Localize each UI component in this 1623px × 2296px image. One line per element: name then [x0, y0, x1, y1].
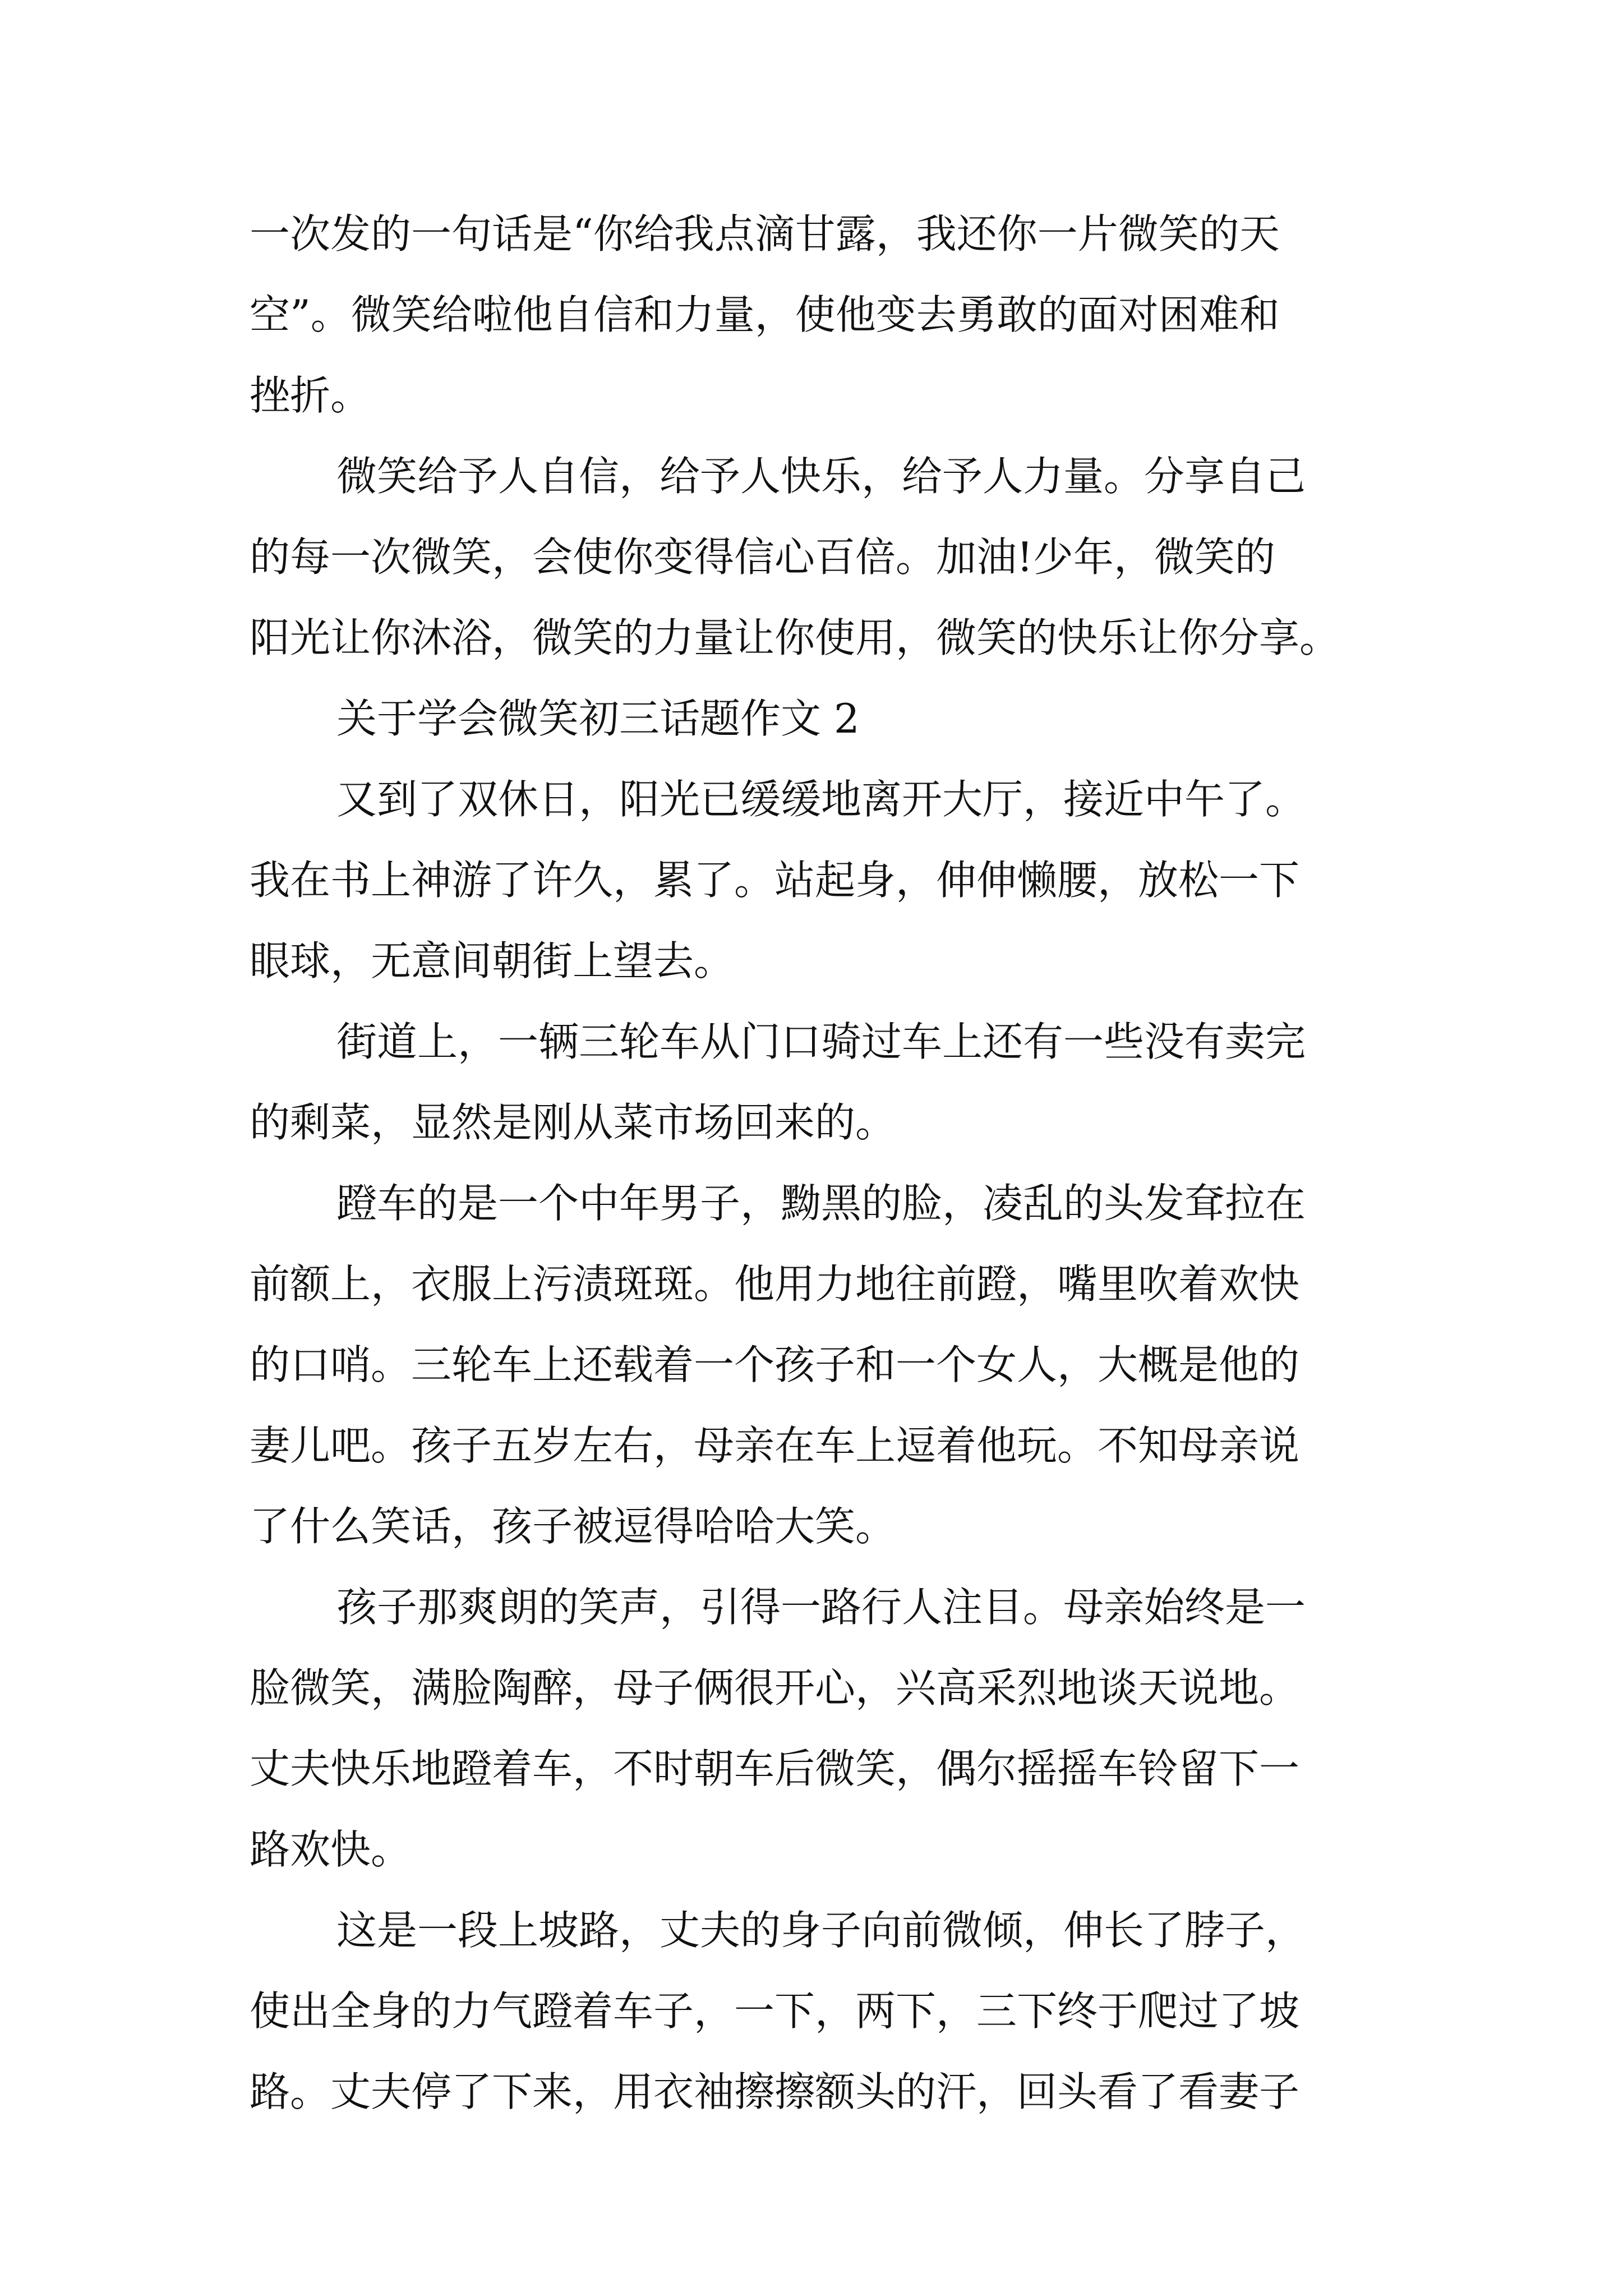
text-line: 一次发的一句话是“你给我点滴甘露，我还你一片微笑的天	[250, 210, 1280, 257]
text-line: 阳光让你沐浴，微笑的力量让你使用，微笑的快乐让你分享。	[250, 614, 1340, 661]
text-line: 前额上，衣服上污渍斑斑。他用力地往前蹬，嘴里吹着欢快	[250, 1260, 1300, 1308]
text-line: 又到了双休日，阳光已缓缓地离开大厅，接近中午了。	[336, 776, 1306, 823]
text-line: 使出全身的力气蹬着车子，一下，两下，三下终于爬过了坡	[250, 1987, 1300, 2035]
paragraph-1	[250, 208, 1382, 422]
section-heading	[250, 692, 1382, 745]
paragraph-5	[250, 1177, 1382, 1553]
text-line: 丈夫快乐地蹬着车，不时朝车后微笑，偶尔摇摇车铃留下一	[250, 1745, 1300, 1792]
text-line: 的口哨。三轮车上还载着一个孩子和一个女人，大概是他的	[250, 1341, 1300, 1388]
text-line: 眼球，无意间朝街上望去。	[250, 937, 735, 984]
text-line: 的每一次微笑，会使你变得信心百倍。加油!少年，微笑的	[250, 533, 1275, 581]
paragraph-7	[250, 1904, 1382, 2118]
paragraph-2	[250, 450, 1382, 664]
document-body	[250, 208, 1382, 2146]
text-line: 妻儿吧。孩子五岁左右，母亲在车上逗着他玩。不知母亲说	[250, 1422, 1300, 1469]
text-line: 空”。微笑给啦他自信和力量，使他变去勇敢的面对困难和	[250, 291, 1280, 338]
text-line: 了什么笑话，孩子被逗得哈哈大笑。	[250, 1503, 896, 1550]
text-line: 微笑给予人自信，给予人快乐，给予人力量。分享自己	[336, 453, 1306, 500]
text-line: 的剩菜，显然是刚从菜市场回来的。	[250, 1099, 896, 1146]
paragraph-4	[250, 1015, 1382, 1149]
text-line: 路。丈夫停了下来，用衣袖擦擦额头的汗，回头看了看妻子	[250, 2068, 1300, 2115]
text-line: 挫折。	[250, 372, 371, 419]
text-line: 这是一段上坡路，丈夫的身子向前微倾，伸长了脖子，	[336, 1907, 1306, 1954]
paragraph-3	[250, 773, 1382, 987]
text-line: 我在书上神游了许久，累了。站起身，伸伸懒腰，放松一下	[250, 857, 1300, 904]
text-line: 蹬车的是一个中年男子，黝黑的脸，凌乱的头发耷拉在	[336, 1180, 1306, 1227]
text-line: 脸微笑，满脸陶醉，母子俩很开心，兴高采烈地谈天说地。	[250, 1664, 1300, 1711]
heading-text: 关于学会微笑初三话题作文 2	[336, 695, 860, 742]
text-line: 路欢快。	[250, 1826, 412, 1873]
text-line: 孩子那爽朗的笑声，引得一路行人注目。母亲始终是一	[336, 1584, 1306, 1631]
text-line: 街道上，一辆三轮车从门口骑过车上还有一些没有卖完	[336, 1018, 1306, 1065]
paragraph-6	[250, 1581, 1382, 1876]
